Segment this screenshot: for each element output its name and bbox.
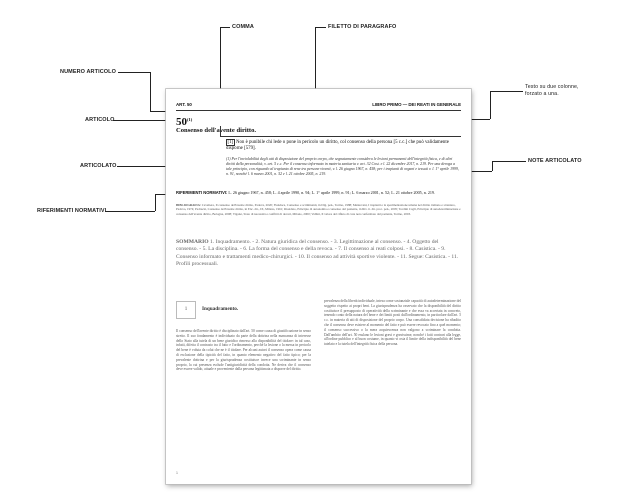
comma-marker: [1] [227, 140, 234, 145]
summary-text: 1. Inquadramento. - 2. Natura giuridica del consenso. - 3. Legittimazione al consenso. - 4. Oggetto del consenso. - 5. La disciplina. - 6. La forma del consenso e della revoca. - 7. Il consenso ai reati colposi. - 8. Casistica. - 9. Consenso informato e trattamenti medico-chirurgici. - 10. Il consenso ad attività sportive violente. - 11. Segue: Casistica. - 11. Profili processuali. [176, 239, 459, 267]
label-filetto: FILETTO DI PARAGRAFO [328, 24, 397, 30]
bibliography [176, 203, 461, 216]
article-paragraph [226, 139, 461, 152]
article-number-value: 50 [176, 116, 187, 128]
section-number: 1 [176, 301, 196, 319]
leader-filetto-h [315, 27, 326, 28]
leader-note-h [492, 161, 526, 162]
references-label: RIFERIMENTI NORMATIVI: [176, 190, 228, 195]
leader-numero-articolo-h [118, 72, 150, 73]
running-header [176, 102, 461, 111]
body-column-right: prevalenza della libertà individuale, intesa come sostanziale capacità di autodeterminazione del soggetto rispetto ai propri beni. La giurisprudenza ha osservato che la disponibilità del diritto costituisce il presupposto di operatività della scriminante e che essa va accertata in concreto, tenendo conto della natura del bene e dei limiti posti dall'ordinamento, in particolare dall'art. 5 c.c. in materia di atti di disposizione del proprio corpo. Una consolidata decisione ha ribadito che il consenso deve esistere al momento del fatto e può essere revocato fino a quel momento; il consenso successivo o la mera acquiescenza non valgono a scriminare la condotta. Dall'ambito dell'art. 50 esulano le lesioni gravi e gravissime, nonché i fatti contrari alla legge, all'ordine pubblico e al buon costume, in quanto vi osta il limite della indisponibilità del bene tutelato e la tutela dell'integrità fisica della persona. [324, 299, 461, 347]
page-number: 1 [176, 471, 178, 475]
leader-testo-h [490, 91, 523, 92]
paragraph-rule-h [220, 136, 461, 137]
label-comma: COMMA [232, 24, 254, 30]
leader-riferimenti-v [155, 194, 156, 211]
label-testo-due-colonne: Testo su due colonne, forzato a una. [525, 84, 579, 97]
bibliography-label: BIBLIOGRAFIA: [176, 203, 201, 207]
label-note-articolato: NOTE ARTICOLATO [528, 158, 582, 164]
label-riferimenti: RIFERIMENTI NORMATIVI [37, 208, 107, 214]
book-page [166, 89, 471, 484]
leader-riferimenti-h [105, 211, 155, 212]
leader-note-v [492, 161, 493, 171]
summary [176, 239, 461, 268]
leader-comma-h [220, 27, 230, 28]
article-notes: (1) Per l'inviolabilità degli atti di disposizione del proprio corpo, che segnatamente considera le lesioni permanenti dell'integrità fisica, e di altri diritti della personalità, v. art. 5 c.c. Per il consenso informato in materia sanitaria v. art. 32 Cost. e l. 22 dicembre 2017, n. 219. Per una deroga a tale principio, con riguardo al trapianto di rene tra persone viventi, v. l. 26 giugno 1967, n. 458; per i trapianti di organi e tessuti v. l. 1° aprile 1999, n. 91, nonché l. 6 marzo 2001, n. 52 e l. 21 ottobre 2005, n. 219. [226, 157, 459, 176]
label-numero-articolo: NUMERO ARTICOLO [60, 69, 116, 75]
label-articolato: ARTICOLATO [80, 163, 117, 169]
normative-references [176, 190, 461, 195]
leader-numero-articolo-v [150, 72, 151, 111]
body-column-left: Il consenso dell'avente diritto è disciplinato dall'art. 50 come causa di giustificazione in senso stretto. Il suo fondamento è individuato da parte della dottrina nella mancanza di interesse dello Stato alla tutela di un bene giuridico rimesso alla disponibilità del titolare: in tal caso, infatti, difetta il contrasto tra il fatto e l'ordinamento, perché la lesione o la messa in pericolo del bene è voluta da colui che ne è il titolare. Per alcuni autori il consenso opera come causa di esclusione della tipicità del fatto, in quanto elemento negativo del fatto tipico; per la prevalente dottrina e per la giurisprudenza costituisce invece una scriminante in senso proprio, la cui presenza esclude l'antigiuridicità della condotta. Ne deriva che il consenso deve essere valido, attuale e proveniente dalla persona legittimata a disporre del diritto. [176, 329, 311, 372]
label-articolo: ARTICOLO [85, 117, 115, 123]
header-article: ART. 50 [176, 102, 192, 107]
summary-label: SOMMARIO [176, 239, 209, 245]
leader-testo-v [490, 91, 491, 119]
article-title: Consenso dell'avente diritto. [176, 127, 257, 134]
references-text: L. 26 giugno 1967, n. 458; L. 4 aprile 1990, n. 94; L. 1° aprile 1999, n. 91; L. 6 marzo 2001, n. 52; L. 21 ottobre 2005, n. 219. [228, 190, 435, 195]
header-book-title: LIBRO PRIMO — DEI REATI IN GENERALE [372, 102, 461, 107]
bibliography-text: Cavaliere, Il consenso dell'avente diritto, Padova, 2020; Fiandaca, Consenso e scriminanti, in Dig. pen., Torino, 1988; Mantovani, I trapianti e la sperimentazione umana nel diritto italiano e straniero, Padova, 1974; Pedrazzi, Consenso dell'avente diritto, in Enc. dir., IX, Milano, 1961; Riondato, Principio di autonomia e consenso del paziente, in Riv. it. dir. proc. pen., 2005; Tordini Cagli, Principio di autodeterminazione e consenso dell'avente diritto, Bologna, 2008; Viganò, Stato di necessità e conflitti di doveri, Milano, 2000; Vallini, Il valore del rifiuto di cure non confermato dal paziente, Torino, 2003. [176, 203, 461, 216]
article-text: Non è punibile chi lede o pone in pericolo un diritto, col consenso della persona [5 c.c.] che può validamente disporne [579]. [226, 140, 449, 152]
section-title: Inquadramento. [202, 306, 239, 312]
article-number-note: (1) [187, 117, 193, 122]
paragraph-rule [220, 126, 221, 136]
section-heading [176, 301, 311, 321]
